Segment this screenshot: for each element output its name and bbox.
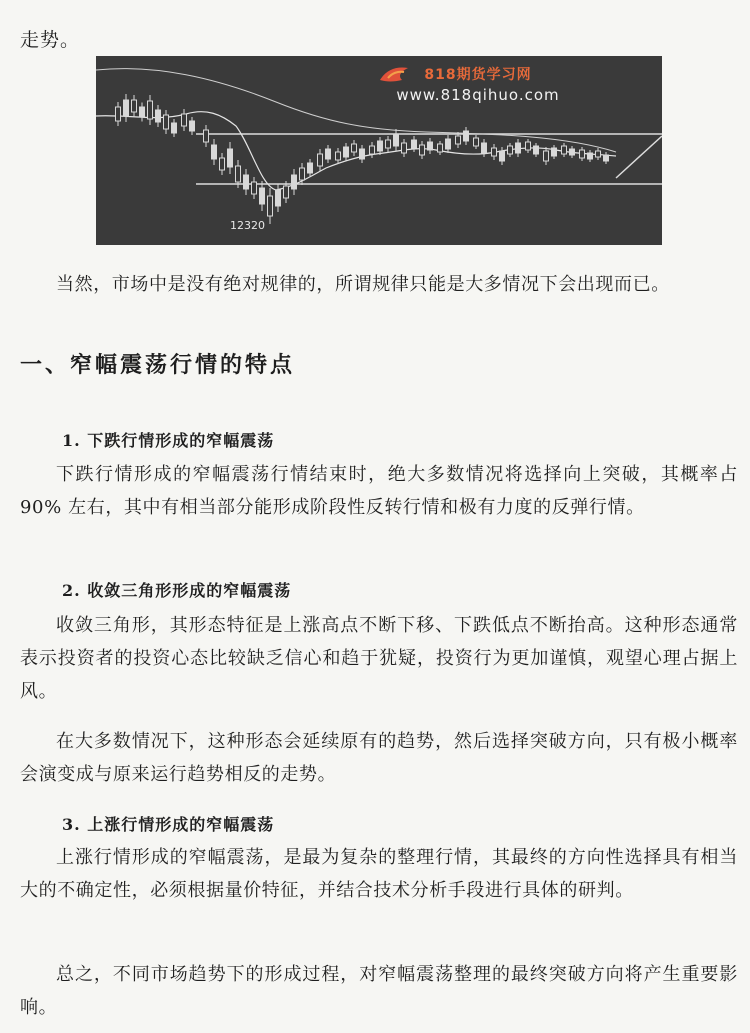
candle-body [526, 142, 531, 150]
paragraph-note: 当然，市场中是没有绝对规律的，所谓规律只能是大多情况下会出现而已。 [56, 274, 670, 295]
candle-body [544, 151, 549, 161]
candle-body [260, 188, 265, 204]
candle-body [500, 151, 505, 161]
candle-body [552, 148, 557, 156]
candle-body [412, 140, 417, 148]
candle-body [562, 146, 567, 154]
section-heading: 一、窄幅震荡行情的特点 [20, 352, 296, 378]
candle-body [446, 139, 451, 149]
subsection-title-1: 1. 下跌行情形成的窄幅震荡 [62, 431, 275, 450]
candle-body [534, 146, 539, 154]
candle-body [164, 115, 169, 129]
candle-body [570, 149, 575, 155]
watermark-url: www.818qihuo.com [396, 86, 560, 104]
candle-body [438, 144, 443, 152]
paragraph: 总之，不同市场趋势下的形成过程，对窄幅震荡整理的最终突破方向将产生重要影响。 [20, 964, 738, 1018]
candle-body [596, 151, 601, 157]
subsection-title-2: 2. 收敛三角形形成的窄幅震荡 [62, 581, 292, 600]
candle-body [492, 148, 497, 156]
candle-body [464, 131, 469, 141]
candle-body [204, 130, 209, 142]
candle-body [370, 146, 375, 154]
candle-body [116, 107, 121, 121]
candle-body [508, 146, 513, 154]
candle-body [268, 196, 273, 216]
candle-body [386, 140, 391, 148]
candle-body [352, 144, 357, 152]
candle-body [474, 138, 479, 146]
candle-body [276, 190, 281, 206]
candle-body [456, 136, 461, 144]
candle-body [212, 145, 217, 159]
paragraph: 收敛三角形，其形态特征是上涨高点不断下移、下跌低点不断抬高。这种形态通常表示投资者的投资心态比较缺乏信心和趋于犹疑，投资行为更加谨慎，观望心理占据上风。 [20, 615, 738, 702]
candle-body [420, 145, 425, 155]
candle-body [482, 143, 487, 153]
candle-body [156, 110, 161, 122]
candle-body [236, 166, 241, 182]
candle-body [140, 107, 145, 117]
candle-body [318, 154, 323, 166]
candle-body [516, 143, 521, 153]
subsection-title-3: 3. 上涨行情形成的窄幅震荡 [62, 815, 275, 834]
candle-body [124, 100, 129, 116]
price-label: 12320 [230, 219, 265, 232]
candle-body [132, 100, 137, 112]
paragraph: 下跌行情形成的窄幅震荡行情结束时，绝大多数情况将选择向上突破，其概率占 90% 左右，其中有相当部分能形成阶段性反转行情和极有力度的反弹行情。 [20, 464, 738, 518]
candle-body [284, 186, 289, 198]
candle-body [378, 141, 383, 151]
continued-text: 走势。 [20, 29, 81, 51]
candle-body [336, 152, 341, 160]
flame-logo-icon [378, 64, 414, 84]
paragraph: 在大多数情况下，这种形态会延续原有的趋势，然后选择突破方向，只有极小概率会演变成与原来运行趋势相反的走势。 [20, 731, 738, 785]
candle-body [228, 149, 233, 167]
watermark-title: 818期货学习网 [424, 67, 532, 83]
candle-body [344, 147, 349, 157]
candle-body [588, 153, 593, 159]
candle-body [580, 150, 585, 158]
candle-body [252, 182, 257, 194]
candle-body [300, 168, 305, 180]
candle-body [182, 114, 187, 126]
candle-body [326, 149, 331, 159]
candle-body [190, 121, 195, 131]
candle-body [220, 158, 225, 170]
candle-body [172, 123, 177, 133]
paragraph: 上涨行情形成的窄幅震荡，是最为复杂的整理行情，其最终的方向性选择具有相当大的不确定性，必须根据量价特征，并结合技术分析手段进行具体的研判。 [20, 847, 738, 901]
candle-body [402, 143, 407, 153]
candle-body [292, 175, 297, 189]
breakout-line [616, 136, 662, 178]
candlestick-chart-figure [96, 56, 662, 245]
candle-body [148, 101, 153, 119]
candle-body [244, 175, 249, 189]
candle-body [308, 163, 313, 173]
candle-body [428, 142, 433, 150]
candle-body [360, 149, 365, 159]
candle-body [604, 155, 609, 161]
watermark [378, 64, 578, 104]
candle-body [394, 134, 399, 146]
